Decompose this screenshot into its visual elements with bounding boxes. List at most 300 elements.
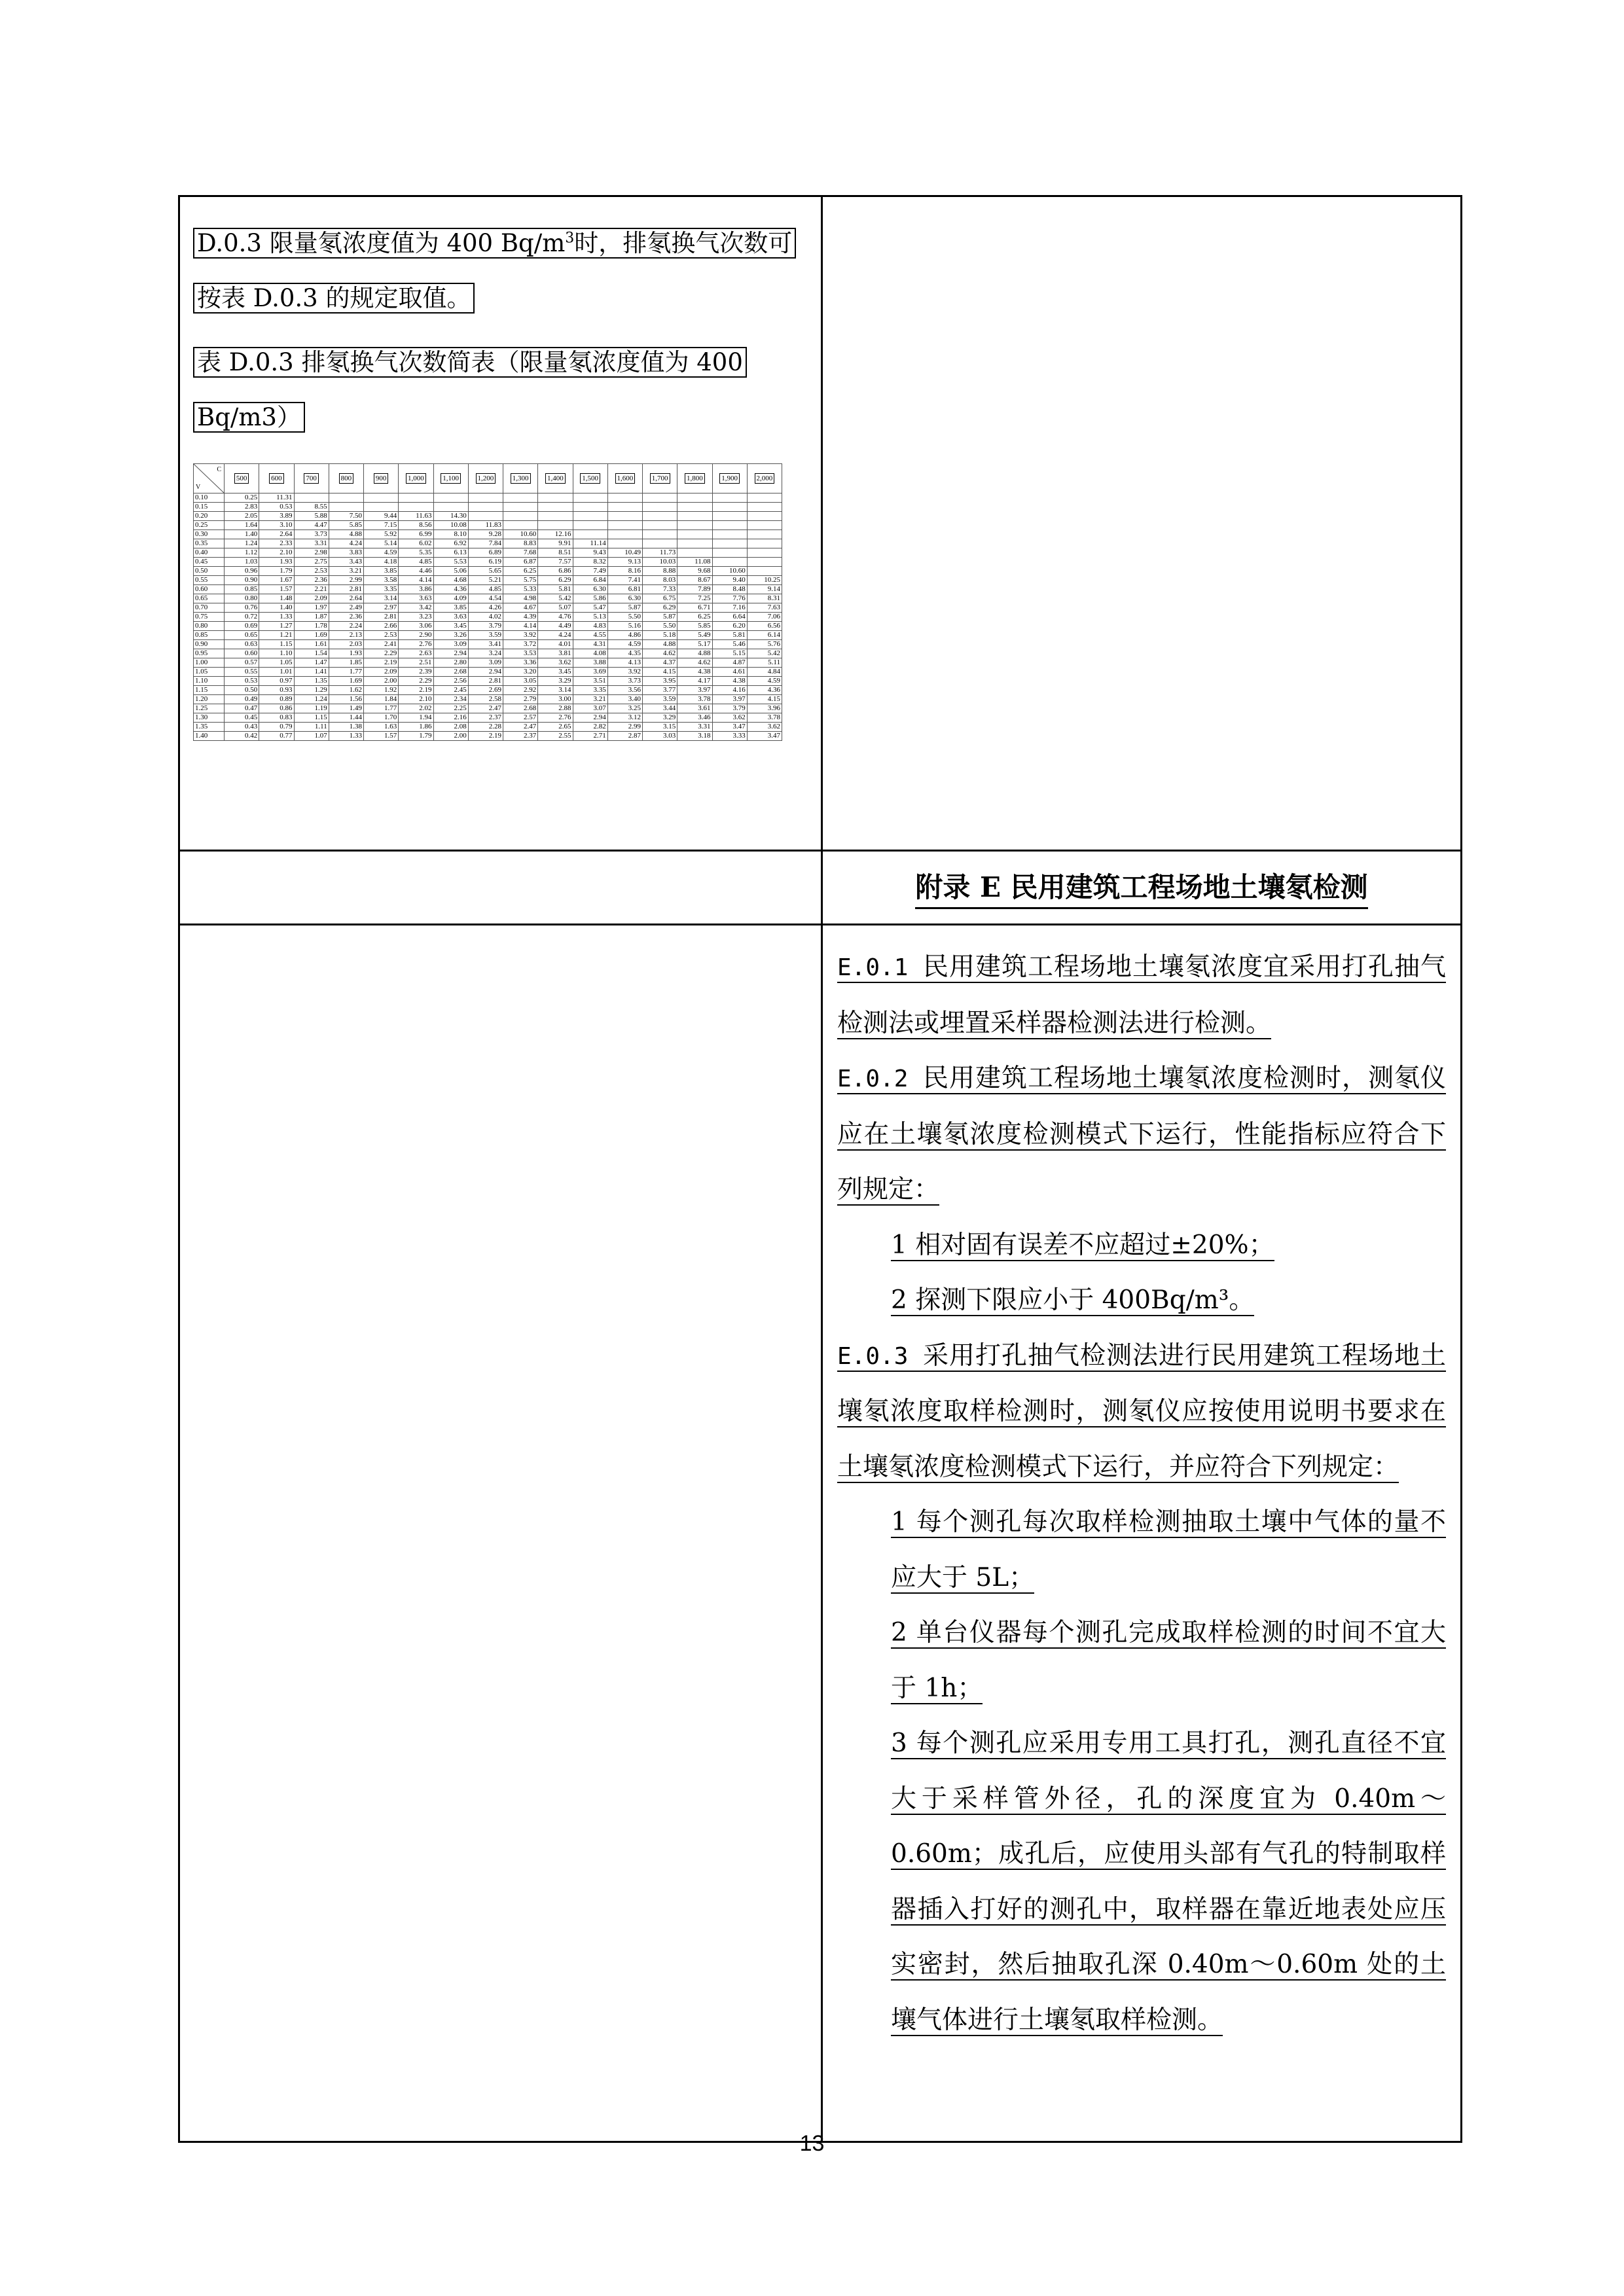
ventilation-cell: 5.14	[364, 539, 399, 548]
ventilation-cell: 5.15	[712, 649, 747, 658]
ventilation-cell	[677, 530, 712, 539]
ventilation-cell	[643, 530, 677, 539]
ventilation-cell: 2.49	[329, 603, 363, 613]
ventilation-cell: 7.63	[747, 603, 782, 613]
ventilation-cell: 0.55	[225, 668, 259, 677]
ventilation-cell: 2.68	[503, 704, 538, 713]
ventilation-cell: 4.14	[399, 576, 433, 585]
ventilation-cell	[643, 512, 677, 521]
ventilation-cell	[573, 530, 607, 539]
paragraph-text: 3 每个测孔应采用专用工具打孔，测孔直径不宜大于采样管外径，孔的深度宜为 0.40m～0.60m；成孔后，应使用头部有气孔的特制取样器插入打好的测孔中，取样器在靠近地表处应压实密封，然后抽取孔深 0.40m～0.60m 处的土壤气体进行土壤氡取样检测。	[891, 1729, 1446, 2035]
ventilation-cell: 1.77	[329, 668, 363, 677]
ventilation-cell	[538, 521, 573, 530]
ventilation-cell	[712, 539, 747, 548]
ventilation-cell: 4.68	[433, 576, 468, 585]
ventilation-cell: 8.10	[433, 530, 468, 539]
ventilation-cell: 8.51	[538, 548, 573, 558]
ventilation-cell: 4.36	[747, 686, 782, 695]
ventilation-cell: 2.64	[329, 594, 363, 603]
ventilation-column-header: 900	[364, 464, 399, 493]
ventilation-cell: 2.02	[399, 704, 433, 713]
ventilation-cell	[399, 503, 433, 512]
ventilation-cell: 0.79	[259, 723, 294, 732]
ventilation-cell: 6.89	[468, 548, 503, 558]
ventilation-cell: 1.97	[294, 603, 329, 613]
ventilation-cell: 7.84	[468, 539, 503, 548]
ventilation-cell: 1.78	[294, 622, 329, 631]
ventilation-cell: 6.19	[468, 558, 503, 567]
ventilation-column-header: 500	[225, 464, 259, 493]
ventilation-cell: 3.31	[294, 539, 329, 548]
appendix-heading	[822, 851, 1462, 925]
ventilation-cell: 7.33	[643, 585, 677, 594]
ventilation-cell: 3.97	[677, 686, 712, 695]
ventilation-table-row	[194, 594, 782, 603]
ventilation-cell: 6.64	[712, 613, 747, 622]
ventilation-cell	[747, 539, 782, 548]
ventilation-table-row	[194, 622, 782, 631]
ventilation-cell: 1.10	[259, 649, 294, 658]
ventilation-cell: 1.15	[294, 713, 329, 723]
ventilation-cell: 6.56	[747, 622, 782, 631]
ventilation-cell: 6.30	[573, 585, 607, 594]
ventilation-cell: 2.19	[468, 732, 503, 741]
ventilation-cell: 1.63	[364, 723, 399, 732]
ventilation-cell: 10.08	[433, 521, 468, 530]
ventilation-cell: 3.96	[747, 704, 782, 713]
ventilation-cell: 1.64	[225, 521, 259, 530]
ventilation-row-header: 0.15	[194, 503, 225, 512]
ventilation-cell	[538, 493, 573, 503]
ventilation-cell: 2.90	[399, 631, 433, 640]
ventilation-column-header: 600	[259, 464, 294, 493]
clause-number: E.0.2	[837, 1066, 924, 1092]
ventilation-cell: 9.91	[538, 539, 573, 548]
ventilation-cell: 1.57	[259, 585, 294, 594]
ventilation-cell: 4.47	[294, 521, 329, 530]
ventilation-cell	[329, 503, 363, 512]
ventilation-table-row	[194, 585, 782, 594]
ventilation-cell: 5.81	[538, 585, 573, 594]
ventilation-cell: 2.39	[399, 668, 433, 677]
ventilation-cell: 0.89	[259, 695, 294, 704]
ventilation-cell: 3.47	[747, 732, 782, 741]
ventilation-cell: 2.29	[364, 649, 399, 658]
ventilation-cell: 2.94	[468, 668, 503, 677]
ventilation-cell: 1.69	[294, 631, 329, 640]
ventilation-cell: 1.56	[329, 695, 363, 704]
ventilation-cell: 2.63	[399, 649, 433, 658]
ventilation-column-header: 1,200	[468, 464, 503, 493]
ventilation-cell: 1.33	[259, 613, 294, 622]
ventilation-cell: 2.65	[538, 723, 573, 732]
ventilation-cell: 2.80	[433, 658, 468, 668]
ventilation-cell: 1.69	[329, 677, 363, 686]
ventilation-cell: 8.16	[607, 567, 642, 576]
ventilation-cell: 4.09	[433, 594, 468, 603]
ventilation-column-header: 1,900	[712, 464, 747, 493]
ventilation-cell: 7.68	[503, 548, 538, 558]
ventilation-cell: 2.29	[399, 677, 433, 686]
appendix-paragraph	[837, 1329, 1446, 1496]
ventilation-cell: 5.13	[573, 613, 607, 622]
ventilation-cell: 2.92	[503, 686, 538, 695]
clause-text-2: 时，排氡换气次数可按表 D.0.3 的规定取值。	[197, 229, 793, 313]
ventilation-cell: 3.59	[643, 695, 677, 704]
ventilation-cell: 2.64	[259, 530, 294, 539]
ventilation-cell: 3.62	[538, 658, 573, 668]
ventilation-cell: 0.80	[225, 594, 259, 603]
ventilation-cell: 5.88	[294, 512, 329, 521]
ventilation-cell: 5.76	[747, 640, 782, 649]
ventilation-cell: 3.79	[712, 704, 747, 713]
ventilation-cell: 5.50	[643, 622, 677, 631]
ventilation-cell: 2.47	[503, 723, 538, 732]
ventilation-cell: 4.85	[399, 558, 433, 567]
ventilation-cell: 4.87	[712, 658, 747, 668]
ventilation-cell: 3.45	[538, 668, 573, 677]
ventilation-cell: 2.81	[329, 585, 363, 594]
ventilation-table-row	[194, 668, 782, 677]
ventilation-cell: 0.45	[225, 713, 259, 723]
ventilation-cell: 1.85	[329, 658, 363, 668]
ventilation-cell: 2.71	[573, 732, 607, 741]
ventilation-cell: 2.68	[433, 668, 468, 677]
ventilation-row-header: 0.90	[194, 640, 225, 649]
ventilation-table-row	[194, 631, 782, 640]
ventilation-cell: 4.14	[503, 622, 538, 631]
ventilation-cell: 2.08	[433, 723, 468, 732]
table-caption	[193, 335, 808, 445]
ventilation-cell: 0.72	[225, 613, 259, 622]
ventilation-cell: 11.14	[573, 539, 607, 548]
ventilation-cell: 2.13	[329, 631, 363, 640]
ventilation-row-header: 0.10	[194, 493, 225, 503]
ventilation-row-header: 0.20	[194, 512, 225, 521]
ventilation-row-header: 1.20	[194, 695, 225, 704]
ventilation-cell: 1.49	[329, 704, 363, 713]
appendix-paragraph	[837, 1495, 1446, 1605]
ventilation-cell: 8.83	[503, 539, 538, 548]
clause-d03	[193, 211, 808, 326]
ventilation-cell: 1.27	[259, 622, 294, 631]
ventilation-cell: 6.25	[503, 567, 538, 576]
ventilation-cell	[433, 493, 468, 503]
ventilation-cell: 2.99	[607, 723, 642, 732]
ventilation-cell	[677, 512, 712, 521]
ventilation-table-row	[194, 658, 782, 668]
ventilation-cell: 3.29	[538, 677, 573, 686]
ventilation-cell: 1.79	[399, 732, 433, 741]
ventilation-cell: 1.11	[294, 723, 329, 732]
ventilation-cell: 1.40	[259, 603, 294, 613]
ventilation-cell: 4.16	[712, 686, 747, 695]
ventilation-column-header: 2,000	[747, 464, 782, 493]
ventilation-cell: 3.36	[503, 658, 538, 668]
ventilation-cell: 6.87	[503, 558, 538, 567]
ventilation-cell: 4.37	[643, 658, 677, 668]
ventilation-row-header: 0.40	[194, 548, 225, 558]
ventilation-column-header: 1,500	[573, 464, 607, 493]
ventilation-table-header	[194, 464, 782, 493]
ventilation-cell: 0.85	[225, 585, 259, 594]
ventilation-cell	[643, 521, 677, 530]
ventilation-cell: 1.44	[329, 713, 363, 723]
ventilation-cell: 11.31	[259, 493, 294, 503]
ventilation-cell: 3.73	[607, 677, 642, 686]
ventilation-cell: 1.24	[294, 695, 329, 704]
ventilation-cell: 4.24	[538, 631, 573, 640]
ventilation-table-row	[194, 567, 782, 576]
paragraph-text: 民用建筑工程场地土壤氡浓度宜采用打孔抽气检测法或埋置采样器检测法进行检测。	[837, 952, 1446, 1038]
ventilation-table-row	[194, 530, 782, 539]
ventilation-cell: 2.10	[399, 695, 433, 704]
ventilation-row-header: 0.45	[194, 558, 225, 567]
ventilation-cell: 9.43	[573, 548, 607, 558]
ventilation-cell	[677, 493, 712, 503]
ventilation-cell	[503, 512, 538, 521]
ventilation-cell: 6.99	[399, 530, 433, 539]
ventilation-table-row	[194, 686, 782, 695]
ventilation-cell: 5.21	[468, 576, 503, 585]
ventilation-cell: 10.25	[747, 576, 782, 585]
ventilation-cell: 7.15	[364, 521, 399, 530]
ventilation-cell	[677, 548, 712, 558]
ventilation-cell	[747, 512, 782, 521]
ventilation-cell: 3.43	[329, 558, 363, 567]
ventilation-cell: 4.86	[607, 631, 642, 640]
ventilation-cell: 1.47	[294, 658, 329, 668]
ventilation-cell: 2.94	[433, 649, 468, 658]
corner-bottom-label: V	[196, 484, 201, 492]
ventilation-cell: 1.07	[294, 732, 329, 741]
ventilation-cell: 4.24	[329, 539, 363, 548]
ventilation-row-header: 0.80	[194, 622, 225, 631]
ventilation-cell: 1.41	[294, 668, 329, 677]
left-cell-empty	[179, 925, 822, 2142]
right-cell	[822, 925, 1462, 2142]
ventilation-cell: 8.88	[643, 567, 677, 576]
ventilation-cell: 5.50	[607, 613, 642, 622]
ventilation-cell: 2.09	[294, 594, 329, 603]
ventilation-cell: 2.81	[468, 677, 503, 686]
ventilation-cell	[747, 548, 782, 558]
ventilation-cell: 2.16	[433, 713, 468, 723]
ventilation-cell: 3.07	[573, 704, 607, 713]
ventilation-column-header: 1,100	[433, 464, 468, 493]
ventilation-table-row	[194, 713, 782, 723]
ventilation-cell: 2.55	[538, 732, 573, 741]
ventilation-cell: 4.55	[573, 631, 607, 640]
ventilation-cell: 3.58	[364, 576, 399, 585]
ventilation-cell: 0.90	[225, 576, 259, 585]
ventilation-row-header: 1.35	[194, 723, 225, 732]
ventilation-cell: 2.10	[259, 548, 294, 558]
ventilation-cell: 3.88	[573, 658, 607, 668]
ventilation-cell: 7.49	[573, 567, 607, 576]
ventilation-cell: 4.59	[364, 548, 399, 558]
ventilation-cell: 6.92	[433, 539, 468, 548]
ventilation-row-header: 0.60	[194, 585, 225, 594]
ventilation-cell	[712, 512, 747, 521]
ventilation-cell	[712, 558, 747, 567]
ventilation-cell: 4.15	[747, 695, 782, 704]
page-number: 13	[799, 2131, 825, 2156]
ventilation-cell: 2.21	[294, 585, 329, 594]
ventilation-cell: 4.38	[712, 677, 747, 686]
ventilation-cell: 0.83	[259, 713, 294, 723]
ventilation-cell: 3.81	[538, 649, 573, 658]
ventilation-cell: 2.57	[503, 713, 538, 723]
clause-number: E.0.3	[837, 1342, 924, 1370]
ventilation-cell: 3.78	[677, 695, 712, 704]
ventilation-table-row	[194, 539, 782, 548]
ventilation-cell: 2.19	[364, 658, 399, 668]
ventilation-cell	[607, 512, 642, 521]
appendix-paragraph	[837, 1051, 1446, 1218]
ventilation-cell: 3.35	[573, 686, 607, 695]
ventilation-column-header: 1,600	[607, 464, 642, 493]
ventilation-cell: 3.26	[433, 631, 468, 640]
ventilation-table-row	[194, 704, 782, 713]
table-row	[179, 196, 1462, 851]
ventilation-cell	[399, 493, 433, 503]
appendix-body	[823, 925, 1460, 2065]
ventilation-cell: 4.84	[747, 668, 782, 677]
ventilation-cell: 2.36	[329, 613, 363, 622]
ventilation-row-header: 1.05	[194, 668, 225, 677]
ventilation-cell: 3.12	[607, 713, 642, 723]
appendix-paragraph	[837, 1716, 1446, 2048]
ventilation-cell: 1.54	[294, 649, 329, 658]
ventilation-cell: 3.85	[433, 603, 468, 613]
ventilation-cell: 2.53	[294, 567, 329, 576]
ventilation-cell: 1.92	[364, 686, 399, 695]
table-row	[179, 851, 1462, 925]
ventilation-cell: 2.47	[468, 704, 503, 713]
ventilation-cell	[747, 521, 782, 530]
ventilation-row-header: 1.15	[194, 686, 225, 695]
ventilation-cell	[747, 493, 782, 503]
ventilation-cell	[538, 512, 573, 521]
ventilation-cell: 2.56	[433, 677, 468, 686]
ventilation-cell: 4.88	[329, 530, 363, 539]
ventilation-cell	[712, 503, 747, 512]
ventilation-cell: 5.86	[573, 594, 607, 603]
ventilation-cell: 11.08	[677, 558, 712, 567]
ventilation-cell: 3.23	[399, 613, 433, 622]
ventilation-cell: 2.53	[364, 631, 399, 640]
ventilation-cell: 4.62	[643, 649, 677, 658]
ventilation-cell: 11.73	[643, 548, 677, 558]
ventilation-cell	[677, 521, 712, 530]
ventilation-row-header: 0.25	[194, 521, 225, 530]
ventilation-cell: 5.87	[607, 603, 642, 613]
ventilation-cell: 1.67	[259, 576, 294, 585]
ventilation-cell: 2.76	[538, 713, 573, 723]
ventilation-cell	[538, 503, 573, 512]
ventilation-cell: 0.93	[259, 686, 294, 695]
ventilation-cell: 7.06	[747, 613, 782, 622]
ventilation-cell: 1.79	[259, 567, 294, 576]
ventilation-cell: 3.21	[329, 567, 363, 576]
ventilation-cell	[573, 512, 607, 521]
ventilation-cell: 2.03	[329, 640, 363, 649]
ventilation-cell: 3.85	[364, 567, 399, 576]
ventilation-cell: 1.40	[225, 530, 259, 539]
ventilation-cell	[573, 521, 607, 530]
ventilation-cell	[503, 521, 538, 530]
ventilation-cell: 1.70	[364, 713, 399, 723]
ventilation-cell: 2.05	[225, 512, 259, 521]
ventilation-cell: 3.09	[433, 640, 468, 649]
ventilation-cell: 3.35	[364, 585, 399, 594]
ventilation-cell: 0.77	[259, 732, 294, 741]
ventilation-cell: 2.00	[364, 677, 399, 686]
ventilation-cell: 2.25	[433, 704, 468, 713]
ventilation-table-image	[193, 463, 782, 825]
ventilation-row-header: 0.85	[194, 631, 225, 640]
ventilation-cell	[712, 530, 747, 539]
ventilation-cell: 4.54	[468, 594, 503, 603]
ventilation-cell: 6.25	[677, 613, 712, 622]
ventilation-cell: 2.66	[364, 622, 399, 631]
ventilation-cell: 1.48	[259, 594, 294, 603]
ventilation-cell: 4.08	[573, 649, 607, 658]
ventilation-cell	[643, 539, 677, 548]
ventilation-cell: 3.18	[677, 732, 712, 741]
ventilation-cell: 3.63	[399, 594, 433, 603]
ventilation-cell: 1.84	[364, 695, 399, 704]
ventilation-cell: 7.50	[329, 512, 363, 521]
ventilation-cell	[468, 493, 503, 503]
ventilation-cell: 1.24	[225, 539, 259, 548]
ventilation-cell: 1.03	[225, 558, 259, 567]
clause-text-1: D.0.3 限量氡浓度值为 400 Bq/m	[197, 229, 566, 258]
ventilation-cell: 1.38	[329, 723, 363, 732]
ventilation-cell	[607, 521, 642, 530]
ventilation-cell	[294, 493, 329, 503]
ventilation-table-row	[194, 548, 782, 558]
ventilation-cell: 3.25	[607, 704, 642, 713]
ventilation-row-header: 0.35	[194, 539, 225, 548]
ventilation-cell: 3.62	[712, 713, 747, 723]
ventilation-cell: 2.69	[468, 686, 503, 695]
ventilation-cell	[364, 493, 399, 503]
ventilation-cell: 1.86	[399, 723, 433, 732]
ventilation-cell: 6.30	[607, 594, 642, 603]
ventilation-cell	[677, 503, 712, 512]
ventilation-cell: 8.31	[747, 594, 782, 603]
ventilation-cell: 4.02	[468, 613, 503, 622]
comparison-table	[178, 195, 1462, 2143]
ventilation-cell: 7.57	[538, 558, 573, 567]
ventilation-table-row	[194, 723, 782, 732]
ventilation-cell	[712, 521, 747, 530]
ventilation-cell: 0.76	[225, 603, 259, 613]
ventilation-cell: 3.40	[607, 695, 642, 704]
ventilation-cell: 2.98	[294, 548, 329, 558]
ventilation-cell: 6.75	[643, 594, 677, 603]
ventilation-cell	[468, 503, 503, 512]
ventilation-cell: 0.86	[259, 704, 294, 713]
ventilation-cell: 4.15	[643, 668, 677, 677]
ventilation-cell: 1.12	[225, 548, 259, 558]
ventilation-column-header: 700	[294, 464, 329, 493]
ventilation-cell: 5.16	[607, 622, 642, 631]
ventilation-cell: 4.67	[503, 603, 538, 613]
ventilation-table-row	[194, 576, 782, 585]
